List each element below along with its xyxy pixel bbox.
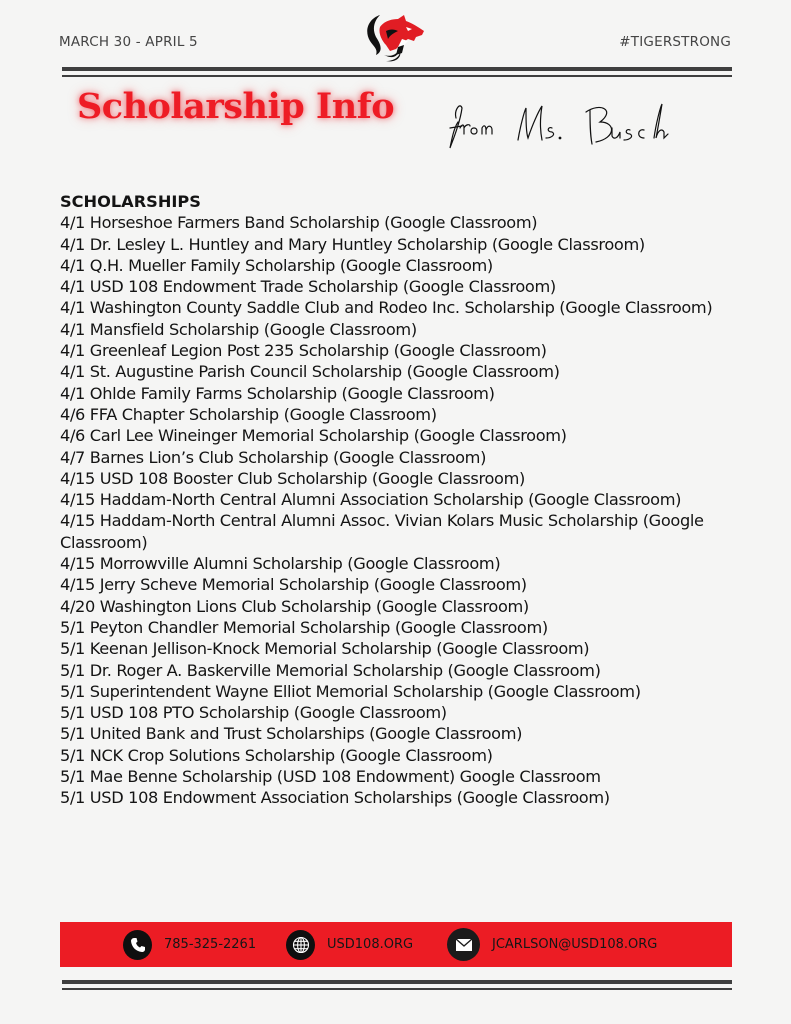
list-item: 4/1 Ohlde Family Farms Scholarship (Google Classroom) xyxy=(60,383,495,403)
list-item: 4/15 Jerry Scheve Memorial Scholarship (Google Classroom) xyxy=(60,575,527,595)
list-item: 4/1 St. Augustine Parish Council Scholarship (Google Classroom) xyxy=(60,362,560,382)
section-heading: SCHOLARSHIPS xyxy=(60,192,201,211)
list-item: 4/15 Haddam-North Central Alumni Assoc. Vivian Kolars Music Scholarship (Google Classroom) xyxy=(60,511,704,552)
list-item: 4/1 Mansfield Scholarship (Google Classroom) xyxy=(60,319,417,339)
list-item: 5/1 USD 108 PTO Scholarship (Google Classroom) xyxy=(60,703,447,723)
phone-number[interactable]: 785-325-2261 xyxy=(164,937,257,952)
list-item: 5/1 Mae Benne Scholarship (USD 108 Endowment) Google Classroom xyxy=(60,767,601,787)
list-item: 5/1 NCK Crop Solutions Scholarship (Google Classroom) xyxy=(60,745,493,765)
list-item: 5/1 USD 108 Endowment Association Scholarships (Google Classroom) xyxy=(60,788,610,808)
list-item: 5/1 Peyton Chandler Memorial Scholarship (Google Classroom) xyxy=(60,617,548,637)
website-contact[interactable] xyxy=(286,922,413,967)
list-item: 4/15 Morrowville Alumni Scholarship (Google Classroom) xyxy=(60,554,501,574)
page-title: Scholarship Info xyxy=(77,86,395,127)
list-item: 5/1 Dr. Roger A. Baskerville Memorial Scholarship (Google Classroom) xyxy=(60,660,601,680)
list-item: 4/1 Horseshoe Farmers Band Scholarship (Google Classroom) xyxy=(60,213,538,233)
email-link[interactable]: JCARLSON@USD108.ORG xyxy=(492,937,658,952)
envelope-icon xyxy=(447,928,480,961)
header-rule-thick xyxy=(62,67,732,71)
list-item: 5/1 Keenan Jellison-Knock Memorial Scholarship (Google Classroom) xyxy=(60,639,590,659)
scholarship-list xyxy=(60,191,740,809)
list-item: 4/15 Haddam-North Central Alumni Association Scholarship (Google Classroom) xyxy=(60,490,682,510)
list-item: 4/1 Washington County Saddle Club and Rodeo Inc. Scholarship (Google Classroom) xyxy=(60,298,713,318)
list-item: 5/1 Superintendent Wayne Elliot Memorial Scholarship (Google Classroom) xyxy=(60,681,641,701)
website-link[interactable]: USD108.ORG xyxy=(327,937,414,952)
signature-from-ms-busch xyxy=(440,98,720,158)
list-item: 4/15 USD 108 Booster Club Scholarship (Google Classroom) xyxy=(60,468,525,488)
header-rule-thin xyxy=(62,75,732,77)
date-range: MARCH 30 - APRIL 5 xyxy=(59,34,198,50)
contact-footer xyxy=(60,922,732,967)
list-item: 4/1 Q.H. Mueller Family Scholarship (Google Classroom) xyxy=(60,255,493,275)
list-item: 4/6 FFA Chapter Scholarship (Google Classroom) xyxy=(60,404,437,424)
phone-icon xyxy=(123,930,152,960)
list-item: 4/6 Carl Lee Wineinger Memorial Scholarship (Google Classroom) xyxy=(60,426,567,446)
list-item: 5/1 United Bank and Trust Scholarships (Google Classroom) xyxy=(60,724,523,744)
footer-rule-thin xyxy=(62,988,732,990)
email-contact[interactable] xyxy=(447,922,657,967)
list-item: 4/20 Washington Lions Club Scholarship (Google Classroom) xyxy=(60,596,529,616)
globe-icon xyxy=(286,930,315,960)
list-item: 4/1 Dr. Lesley L. Huntley and Mary Huntley Scholarship (Google Classroom) xyxy=(60,234,645,254)
list-item: 4/1 USD 108 Endowment Trade Scholarship (Google Classroom) xyxy=(60,277,556,297)
list-item: 4/7 Barnes Lion’s Club Scholarship (Google Classroom) xyxy=(60,447,487,467)
phone-contact[interactable] xyxy=(123,922,256,967)
footer-rule-thick xyxy=(62,980,732,984)
hashtag: #TIGERSTRONG xyxy=(619,34,731,50)
list-item: 4/1 Greenleaf Legion Post 235 Scholarship (Google Classroom) xyxy=(60,341,547,361)
tiger-head-logo-icon xyxy=(362,11,428,63)
